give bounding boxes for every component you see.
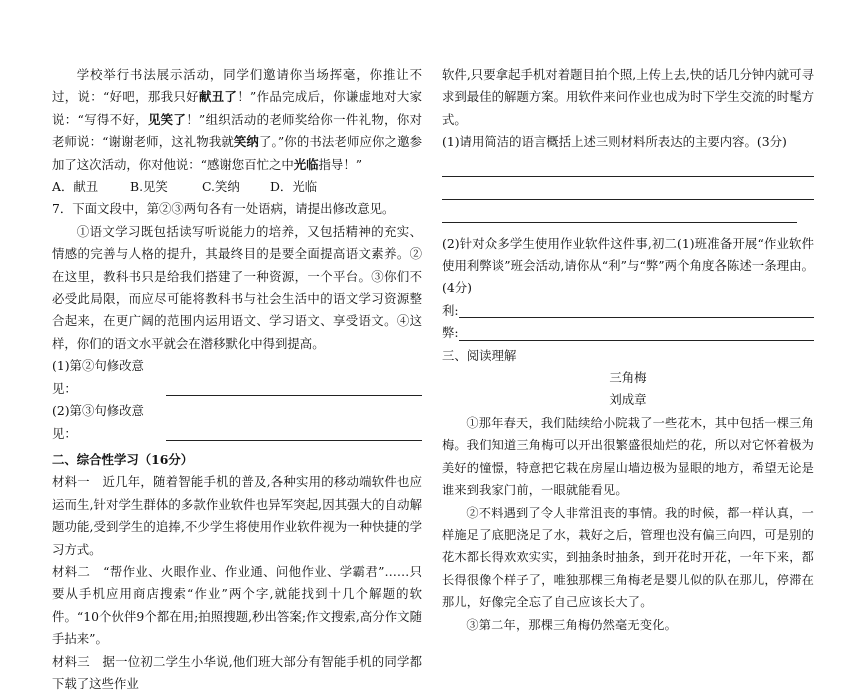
bi-answer: 弊: [442, 322, 814, 344]
option-c: C.笑纳 [202, 179, 240, 195]
answer-line[interactable] [442, 160, 814, 177]
option-a: A．献丑 [52, 179, 99, 195]
right-column [442, 64, 814, 636]
article-title: 三角梅 [609, 370, 647, 386]
answer-line[interactable] [442, 206, 797, 223]
answer-line[interactable] [459, 303, 814, 318]
option-d: D．光临 [270, 179, 318, 195]
question-7-passage: ①语文学习既包括读写听说能力的培养，又包括精神的充实、情感的完善与人格的提升，其最终目的是要全面提高语文素养。②在这里，教科书只是给我们搭建了一种资源，一个平台。③你们不必受此局限，而应尽可能将教科书与社会生活中的语文学习资源整合起来，在更广阔的范围内运用语文、学习语文、享受语文。④这样，你们的语文水平就会在潜移默化中得到提高。 [52, 223, 422, 351]
answer-line[interactable] [442, 183, 814, 200]
option-b: B.见笑 [130, 179, 168, 195]
section-2-title: 二、综合性学习（16分） [52, 451, 194, 467]
li-answer: 利: [442, 300, 814, 322]
section-3-title: 三、阅读理解 [442, 347, 517, 363]
material-1: 材料一 近几年，随着智能手机的普及,各种实用的移动端软件也应运而生,针对学生群体的多款作业软件也异军突起,因其强大的自动解题功能,受到学生的追捧,不少学生将使用作业软件视为一种快捷的学习方式。 [52, 474, 422, 557]
left-column [52, 64, 422, 695]
question-6-text: 学校举行书法展示活动，同学们邀请你当场挥毫，你推让不过，说：“好吧，那我只好献丑了！”作品完成后，你谦虚地对大家说：“写得不好，见笑了！”组织活动的老师奖给你一件礼物，你对老师说：“谢谢老师，这礼物我就笑纳了。”你的书法老师应你之邀参加了这次活动，你对他说：“感谢您百忙之中光临指导！” [52, 67, 422, 172]
question-7-stem: 7．下面文段中，第②③两句各有一处语病，请提出修改意见。 [52, 201, 395, 217]
material-3-start: 材料三 据一位初二学生小华说,他们班大部分有智能手机的同学都下载了这些作业 [52, 653, 422, 691]
material-3-continued: 软件,只要拿起手机对着题目拍个照,上传上去,快的话几分钟内就可寻求到最佳的解题方案。用软件来问作业也成为时下学生交流的时髦方式。 [442, 67, 814, 127]
material-2: 材料二 “帮作业、火眼作业、作业通、问他作业、学霸君”……只要从手机应用商店搜索“作业”两个字,就能找到十几个解题的软件。“10个伙伴9个都在用;拍照搜题,秒出答案;作文搜索,高分作文随手拈来”。 [52, 563, 422, 647]
answer-line[interactable] [166, 426, 422, 441]
answer-line[interactable] [459, 326, 814, 341]
question-7-answer-1: (1)第②句修改意见： [52, 355, 422, 400]
sub-question-2: (2)针对众多学生使用作业软件这件事,初二(1)班准备开展“作业软件使用利弊谈”班会活动,请你从“利”与“弊”两个角度各陈述一条理由。(4分) [442, 235, 814, 296]
sub-question-1: (1)请用简洁的语言概括上述三则材料所表达的主要内容。(3分) [442, 134, 787, 150]
article-paragraph-2: ②不料遇到了令人非常沮丧的事情。我的时候，都一样认真，一样施足了底肥浇足了水，栽好之后，管理也没有偏三向四，可是别的花木都长得欢欢实实，到抽条时抽条，到开花时开花，一年下来，都长得很像个样子了，唯独那棵三角梅老是婴儿似的队在那儿，停滞在那儿，好像完全忘了自己应该长大了。 [442, 505, 814, 610]
article-author: 刘成章 [609, 392, 647, 408]
article-paragraph-1: ①那年春天，我们陆续给小院栽了一些花木，其中包括一棵三角梅。我们知道三角梅可以开出很繁盛很灿烂的花，所以对它怀着极为美好的憧憬，特意把它栽在房屋山墙边极为显眼的地方，希望无论是谁来到我家门前，一眼就能看见。 [442, 415, 814, 498]
answer-line[interactable] [166, 381, 422, 396]
question-6-options [52, 176, 422, 198]
article-paragraph-3: ③第二年，那棵三角梅仍然毫无变化。 [466, 617, 677, 632]
question-7-answer-2: (2)第③句修改意见： [52, 400, 422, 445]
